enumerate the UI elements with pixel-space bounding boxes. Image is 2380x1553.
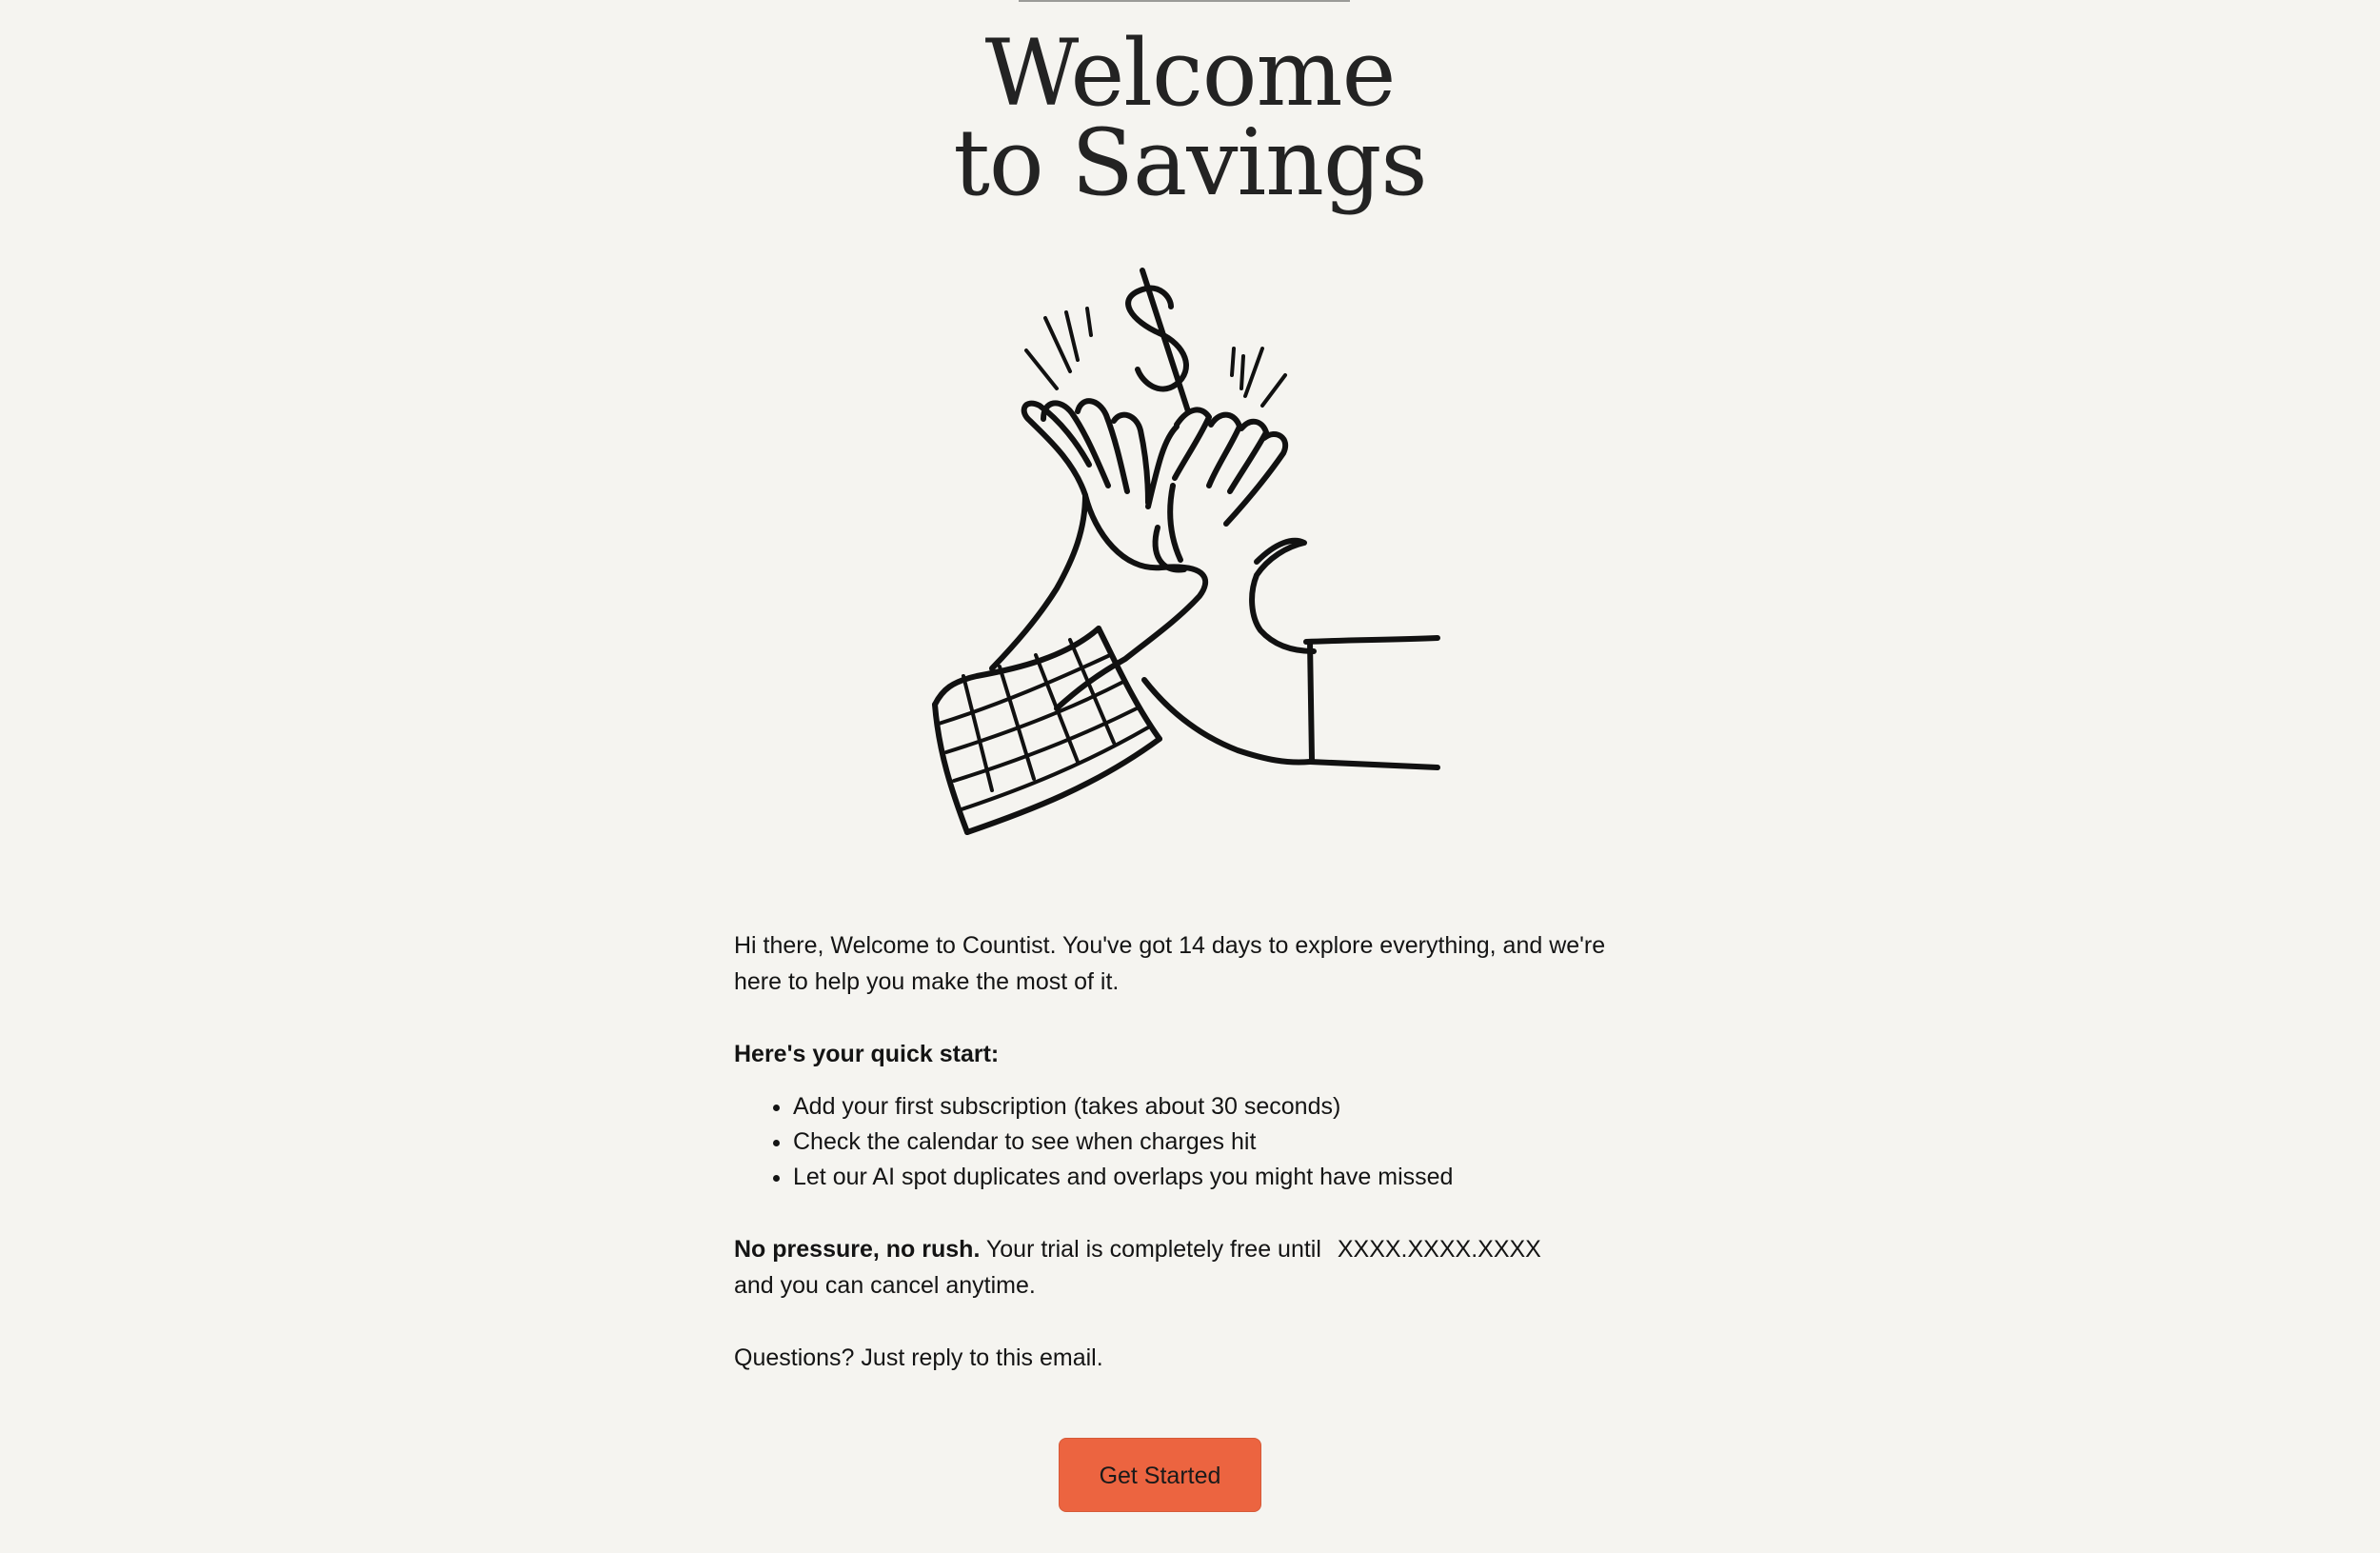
trial-cancel-text: and you can cancel anytime. <box>734 1272 1036 1299</box>
motion-lines-right-icon <box>1232 348 1285 406</box>
get-started-button[interactable]: Get Started <box>1059 1438 1261 1512</box>
email-body <box>734 927 1648 1376</box>
right-hand-icon <box>1144 409 1314 762</box>
intro-paragraph: Hi there, Welcome to Countist. You've got 14 days to explore everything, and we're here to help you make the most of it. <box>734 932 1606 995</box>
right-sleeve-icon <box>1306 638 1438 767</box>
trial-text: Your trial is completely free until <box>985 1236 1321 1263</box>
trial-emphasis: No pressure, no rush. <box>734 1236 981 1263</box>
list-item: • Check the calendar to see when charges hit <box>793 1125 1648 1160</box>
list-item: • Let our AI spot duplicates and overlaps you might have missed <box>793 1160 1648 1195</box>
page-title-line-1: Welcome <box>984 20 1396 127</box>
motion-lines-left-icon <box>1026 309 1091 388</box>
trial-paragraph <box>734 1231 1648 1304</box>
high-five-illustration <box>857 257 1485 866</box>
quickstart-heading: Here's your quick start: <box>734 1041 1000 1067</box>
page-title-line-2: to Savings <box>953 110 1427 216</box>
page-title <box>0 20 2380 216</box>
questions-paragraph: Questions? Just reply to this email. <box>734 1344 1103 1371</box>
quickstart-list <box>734 1089 1648 1195</box>
list-item: • Add your first subscription (takes about 30 seconds) <box>793 1089 1648 1125</box>
trial-end-date: XXXX.XXXX.XXXX <box>1337 1236 1541 1263</box>
dollar-sign-icon <box>1128 270 1188 411</box>
top-divider <box>1019 0 1350 2</box>
